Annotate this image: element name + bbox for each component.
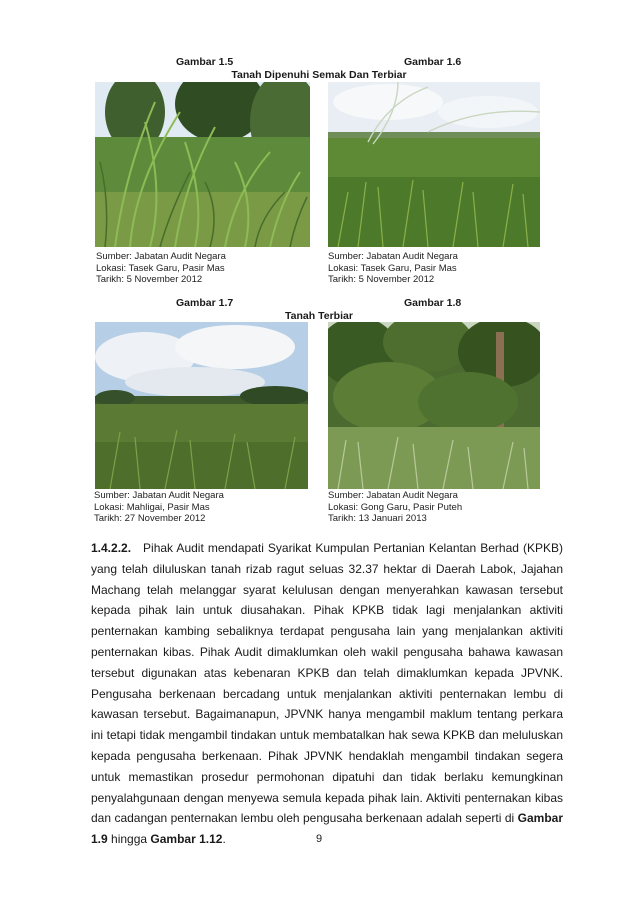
figure-label-1-6: Gambar 1.6 (404, 56, 462, 68)
figure-ref-1-9: Gambar 1.9 (91, 811, 563, 847)
figure-title-row2: Tanah Terbiar (285, 310, 353, 322)
figure-label-1-8: Gambar 1.8 (404, 297, 462, 309)
caption-location: Lokasi: Mahligai, Pasir Mas (94, 501, 210, 513)
photo-figure-1-7 (95, 322, 308, 489)
caption-date: Tarikh: 5 November 2012 (328, 274, 435, 285)
page-number: 9 (315, 833, 323, 845)
caption-location: Lokasi: Tasek Garu, Pasir Mas (96, 262, 225, 274)
caption-figure-1-8 (328, 490, 462, 525)
paragraph-end: . (222, 832, 226, 847)
caption-source: Sumber: Jabatan Audit Negara (94, 490, 224, 501)
photo-figure-1-5 (95, 82, 310, 247)
photo-figure-1-8 (328, 322, 540, 489)
caption-date: Tarikh: 13 Januari 2013 (328, 513, 427, 524)
paragraph-joiner: hingga (107, 832, 151, 847)
body-paragraph (91, 538, 563, 850)
caption-figure-1-7 (94, 490, 224, 525)
caption-source: Sumber: Jabatan Audit Negara (328, 251, 458, 262)
paragraph-text: Pihak Audit mendapati Syarikat Kumpulan Pertanian Kelantan Berhad (KPKB) yang telah diluluskan tanah rizab ragut seluas 32.37 hektar di Daerah Labok, Jajahan Machang telah melanggar syarat kelulusan dengan menyerahkan kawasan tersebut kepada pihak lain untuk diusahakan. Pihak KPKB tidak lagi menjalankan aktiviti penternakan kambing sebaliknya terdapat pengusaha lain yang menjalankan aktiviti penternakan kibas. Pihak Audit dimaklumkan oleh wakil pengusaha bahawa kawasan tersebut digunakan atas kebenaran KPKB dan telah dimaklumkan kepada JPVNK. Pengusaha berkenaan bercadang untuk menjalankan aktiviti penternakan lembu di kawasan tersebut. Bagaimanapun, JPVNK hanya mengambil maklum tentang perkara ini tetapi tidak mengambil tindakan untuk membatalkan hak sewa KPKB dan meluluskan kepada pengusaha berkenaan. Pihak JPVNK hendaklah mengambil tindakan segera untuk memastikan prosedur permohonan dipatuhi dan tidak berlaku kemungkinan penyalahgunaan dengan menyewa semula kepada pihak lain. Aktiviti penternakan kibas dan cadangan penternakan lembu oleh pengusaha berkenaan adalah seperti di (91, 541, 563, 826)
caption-location: Lokasi: Tasek Garu, Pasir Mas (328, 262, 457, 274)
caption-figure-1-5 (96, 251, 226, 286)
figure-title-row1: Tanah Dipenuhi Semak Dan Terbiar (231, 69, 407, 81)
caption-date: Tarikh: 27 November 2012 (94, 513, 206, 524)
figure-label-1-7: Gambar 1.7 (176, 297, 234, 309)
photo-figure-1-6 (328, 82, 540, 247)
caption-source: Sumber: Jabatan Audit Negara (328, 490, 458, 501)
caption-location: Lokasi: Gong Garu, Pasir Puteh (328, 501, 463, 513)
paragraph-number: 1.4.2.2. (91, 541, 132, 555)
caption-source: Sumber: Jabatan Audit Negara (96, 251, 226, 262)
figure-label-1-5: Gambar 1.5 (176, 56, 234, 68)
caption-figure-1-6 (328, 251, 458, 286)
figure-ref-1-12: Gambar 1.12 (150, 832, 223, 847)
caption-date: Tarikh: 5 November 2012 (96, 274, 203, 285)
